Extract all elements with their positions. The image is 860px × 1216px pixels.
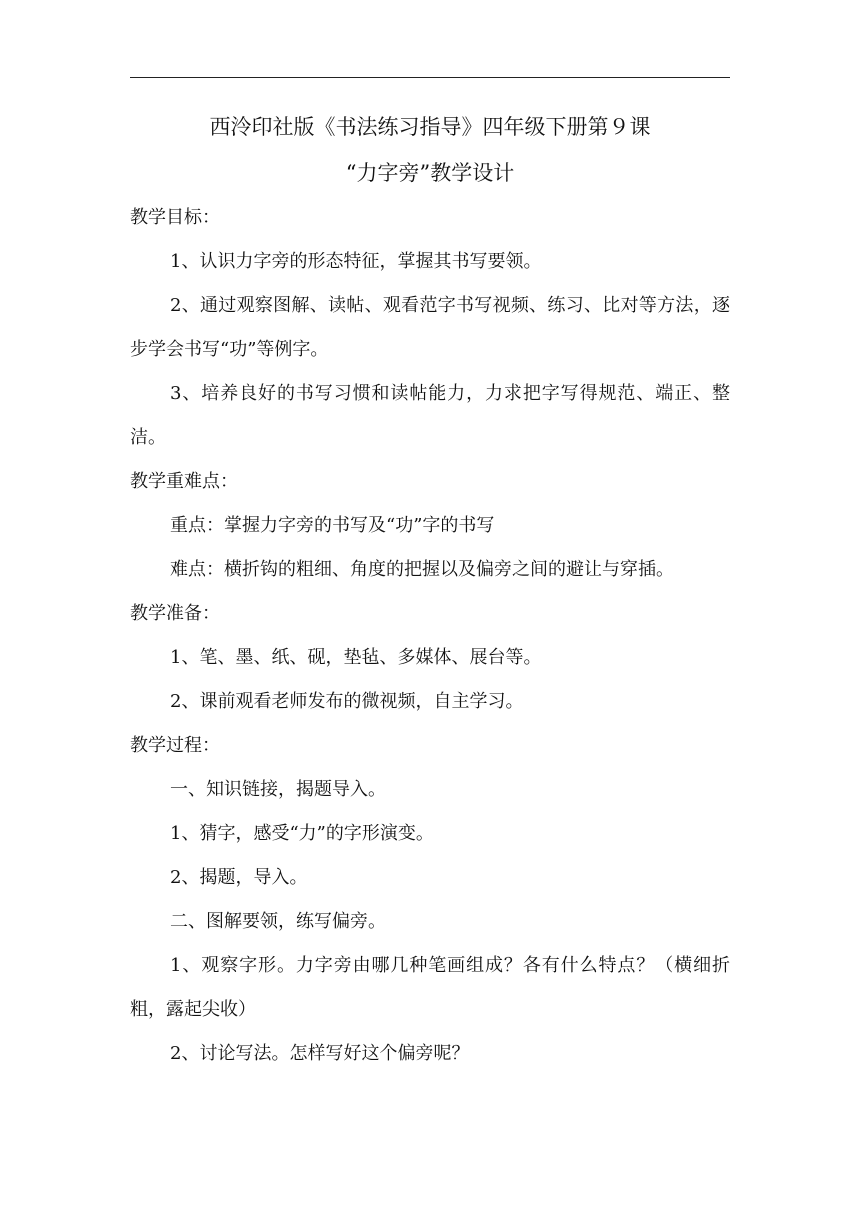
prep-item-1: 1、笔、墨、纸、砚，垫毡、多媒体、展台等。	[170, 647, 542, 668]
process-step-2-1: 1、观察字形。力字旁由哪几种笔画组成？各有什么特点？（横细折粗，露起尖收）	[130, 955, 730, 1020]
document-body	[130, 104, 730, 1076]
key-point: 重点：掌握力字旁的书写及“功”字的书写	[170, 515, 495, 536]
key-points-heading: 教学重难点：	[130, 471, 238, 492]
document-title-line-2: “力字旁”教学设计	[345, 161, 515, 185]
goal-item-3: 3、培养良好的书写习惯和读帖能力，力求把字写得规范、端正、整洁。	[130, 383, 730, 448]
process-step-1: 一、知识链接，揭题导入。	[170, 779, 386, 800]
process-step-1-1: 1、猜字，感受“力”的字形演变。	[170, 823, 434, 844]
process-step-1-2: 2、揭题，导入。	[170, 867, 308, 888]
header-rule	[130, 77, 730, 78]
goal-item-2: 2、通过观察图解、读帖、观看范字书写视频、练习、比对等方法，逐步学会书写“功”等例字。	[130, 295, 730, 360]
process-step-2: 二、图解要领，练写偏旁。	[170, 911, 386, 932]
prep-heading: 教学准备：	[130, 603, 220, 624]
document-title-line-1: 西泠印社版《书法练习指导》四年级下册第９课	[209, 115, 651, 139]
prep-item-2: 2、课前观看老师发布的微视频，自主学习。	[170, 691, 524, 712]
difficult-point: 难点：横折钩的粗细、角度的把握以及偏旁之间的避让与穿插。	[170, 559, 674, 580]
process-heading: 教学过程：	[130, 735, 220, 756]
goals-heading: 教学目标：	[130, 207, 220, 228]
process-step-2-2: 2、讨论写法。怎样写好这个偏旁呢？	[170, 1043, 470, 1064]
goal-item-1: 1、认识力字旁的形态特征，掌握其书写要领。	[170, 251, 542, 272]
